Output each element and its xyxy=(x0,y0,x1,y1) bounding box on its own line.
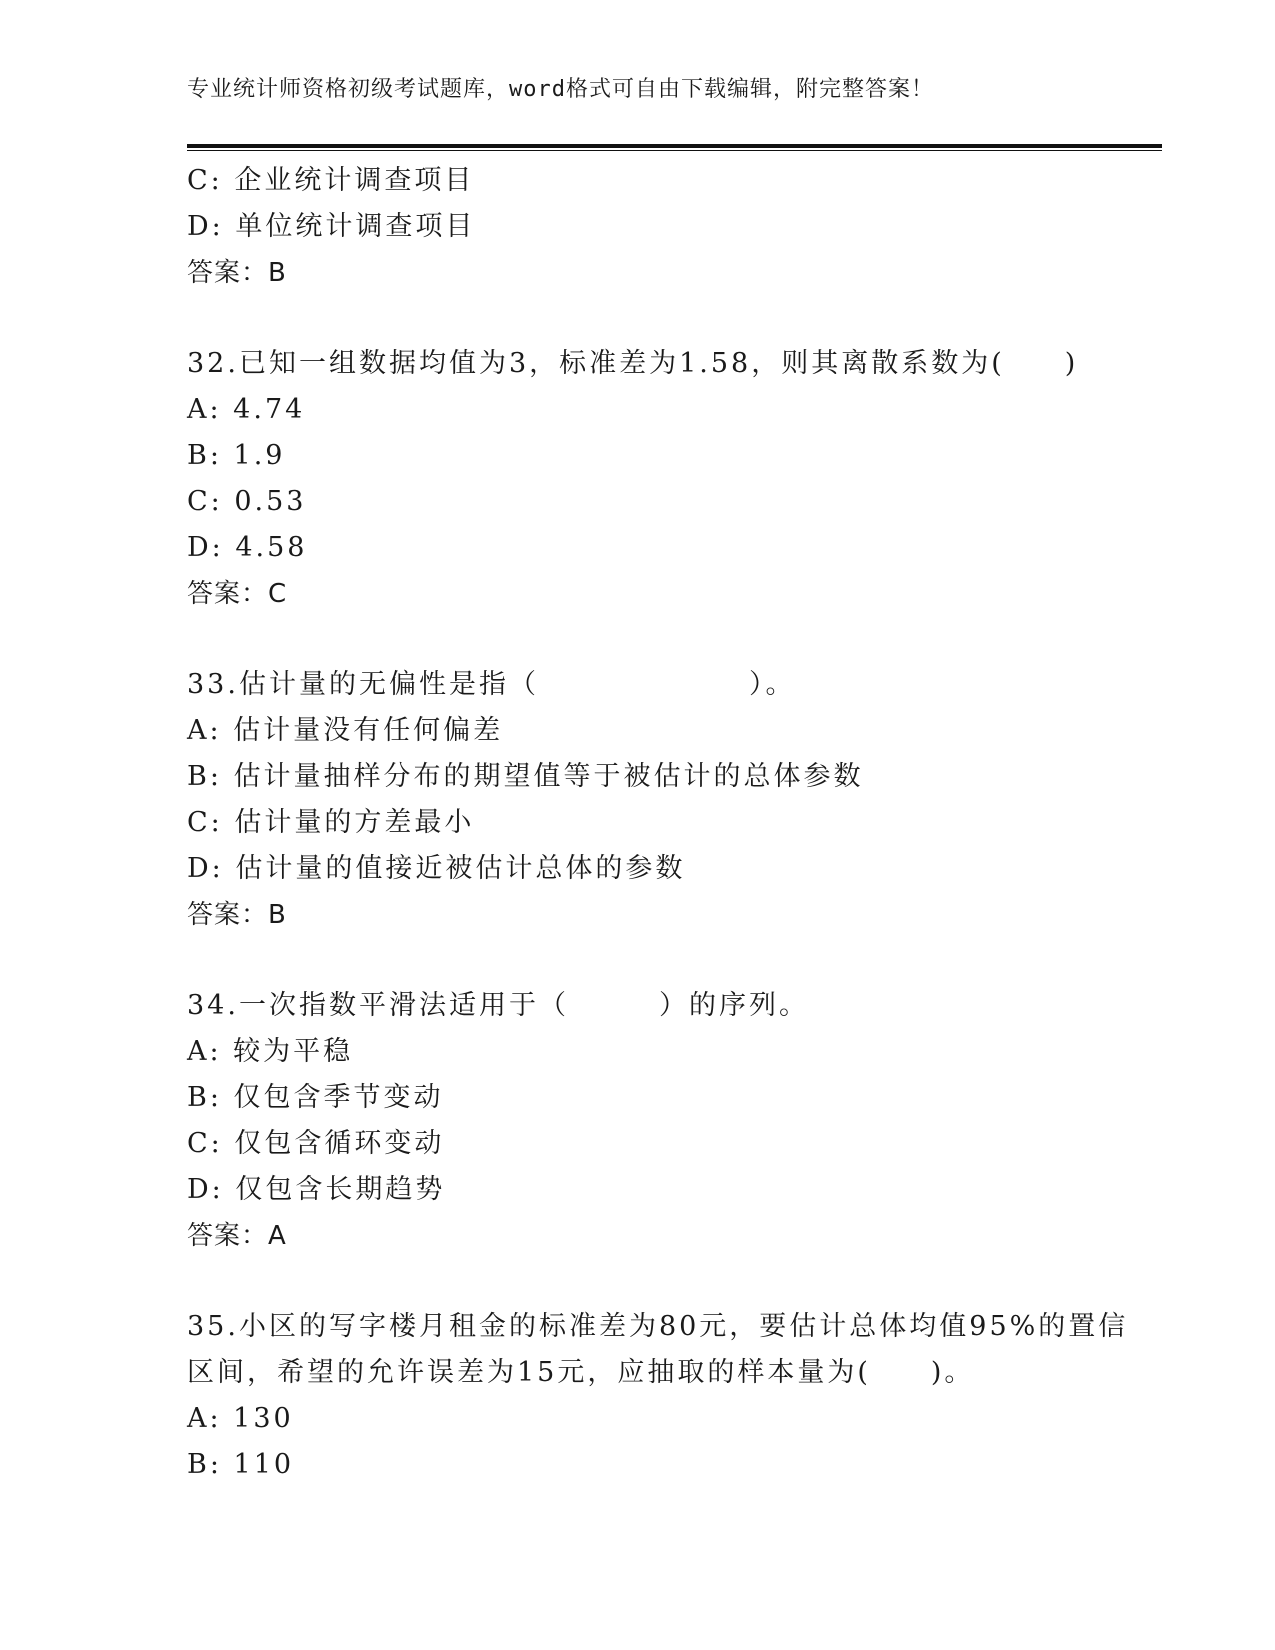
option-c: C: 企业统计调查项目 xyxy=(187,165,475,196)
question-stem: 32.已知一组数据均值为3，标准差为1.58，则其离散系数为( ) xyxy=(187,348,1079,379)
option-a: A: 130 xyxy=(187,1403,294,1434)
header-rule-thick xyxy=(187,144,1162,148)
option-c: C: 0.53 xyxy=(187,486,307,517)
option-a: A: 较为平稳 xyxy=(187,1036,354,1067)
question-block-33 xyxy=(187,662,1097,938)
question-stem: 34.一次指数平滑法适用于（ ）的序列。 xyxy=(187,990,809,1021)
option-d: D: 单位统计调查项目 xyxy=(187,211,476,242)
spacer xyxy=(187,1259,1097,1304)
option-b: B: 仅包含季节变动 xyxy=(187,1082,444,1113)
option-b: B: 110 xyxy=(187,1449,295,1480)
option-b: B: 1.9 xyxy=(187,440,286,471)
option-d: D: 估计量的值接近被估计总体的参数 xyxy=(187,853,686,884)
spacer xyxy=(187,617,1097,662)
spacer xyxy=(187,296,1097,341)
option-b: B: 估计量抽样分布的期望值等于被估计的总体参数 xyxy=(187,761,864,792)
spacer xyxy=(187,938,1097,983)
option-d: D: 仅包含长期趋势 xyxy=(187,1174,446,1205)
question-list xyxy=(187,158,1129,1488)
option-c: C: 仅包含循环变动 xyxy=(187,1128,445,1159)
question-block-32 xyxy=(187,341,1097,617)
answer-line: 答案：C xyxy=(187,579,288,609)
option-c: C: 估计量的方差最小 xyxy=(187,807,475,838)
answer-line: 答案：B xyxy=(187,258,287,288)
answer-line: 答案：A xyxy=(187,1221,287,1251)
question-stem-line-1: 35.小区的写字楼月租金的标准差为80元，要估计总体均值95%的置信 xyxy=(187,1311,1129,1342)
question-block-35 xyxy=(187,1304,1129,1488)
question-stem-line-2: 区间，希望的允许误差为15元，应抽取的样本量为( )。 xyxy=(187,1357,975,1388)
answer-line: 答案：B xyxy=(187,900,287,930)
option-d: D: 4.58 xyxy=(187,532,308,563)
option-a: A: 估计量没有任何偏差 xyxy=(187,715,504,746)
question-stem: 33.估计量的无偏性是指（ ）。 xyxy=(187,669,796,700)
question-block-31-tail xyxy=(187,158,1097,296)
option-a: A: 4.74 xyxy=(187,394,306,425)
header-rule-thin xyxy=(187,150,1162,151)
question-block-34 xyxy=(187,983,1097,1259)
page-header: 专业统计师资格初级考试题库，word格式可自由下载编辑，附完整答案！ xyxy=(187,77,934,102)
